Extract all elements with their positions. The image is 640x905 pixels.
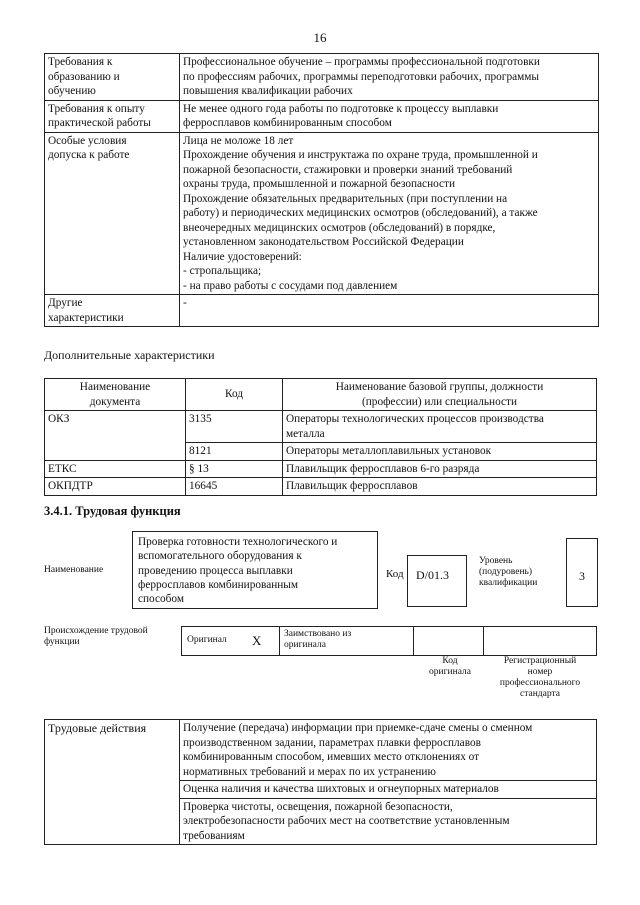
table-row [45,132,599,295]
table-row [45,295,599,327]
registration-number-caption: Регистрационный номер профессионального стандарта [499,656,581,699]
row-label: Другие характеристики [45,295,180,327]
cell-name: Плавильщик ферросплавов 6-го разряда [283,460,597,478]
original-label: Оригинал [187,635,227,645]
original-cell [182,627,280,655]
cell-document: ЕТКС [45,460,186,478]
row-value: Профессиональное обучение – программы профессиональной подготовки по профессиям рабочих, программы переподготовки рабочих, программы повышения квалификации рабочих [180,54,599,101]
action-item: Проверка чистоты, освещения, пожарной безопасности, электробезопасности рабочих мест на соответствие установленным требованиям [180,798,597,845]
cell-code: § 13 [186,460,283,478]
table-row [45,460,597,478]
labor-actions-label: Трудовые действия [45,720,180,845]
column-header-document: Наименование документа [45,379,186,411]
qualification-requirements-table [44,53,599,327]
additional-characteristics-title: Дополнительные характеристики [44,348,215,362]
column-header-code: Код [186,379,283,411]
action-item: Получение (передача) информации при приемке-сдаче смены о сменном производственном задании, параметрах плавки ферросплавов комбинированным способом, имевших место отклонениях от нормативных требований и мерах по их устранению [180,720,597,781]
action-item: Оценка наличия и качества шихтовых и огнеупорных материалов [180,781,597,799]
code-original-caption: Код оригинала [429,656,471,677]
function-origin-box [181,626,597,656]
cell-name: Операторы технологических процессов производства металла [283,411,597,443]
cell-code: 3135 [186,411,283,443]
code-label: Код [386,568,404,580]
registration-number-cell [484,627,596,655]
additional-characteristics-table [44,378,597,496]
table-row [45,478,597,496]
cell-document: ОКПДТР [45,478,186,496]
cell-code: 8121 [186,443,283,461]
qualification-level-box: 3 [566,538,598,607]
original-code-cell [414,627,484,655]
function-origin-label: Происхождение трудовой функции [44,626,148,647]
cell-name: Операторы металлоплавильных установок [283,443,597,461]
row-value: Лица не моложе 18 лет Прохождение обучения и инструктажа по охране труда, промышленной и пожарной безопасности, стажировки и проверки знаний требований охраны труда, промышленной и пожарной безопасности Прохождение обязательных предварительных (при поступлении на работу) и периодических медицинских осмотров (обследований), а также внеочередных медицинских осмотров (обследований) в порядке, установленном законодательством Российской Федерации Наличие удостоверений: - стропальщика; - на право работы с сосудами под давлением [180,132,599,295]
row-label: Требования к образованию и обучению [45,54,180,101]
page-number: 16 [313,30,327,45]
row-label: Особые условия допуска к работе [45,132,180,295]
row-value: - [180,295,599,327]
row-value: Не менее одного года работы по подготовке к процессу выплавки ферросплавов комбинированным способом [180,100,599,132]
column-header-name: Наименование базовой группы, должности (профессии) или специальности [283,379,597,411]
borrowed-cell: Заимствовано из оригинала [280,627,414,655]
original-mark: X [252,633,262,648]
function-name-box: Проверка готовности технологического и вспомогательного оборудования к проведению процесса выплавки ферросплавов комбинированным способом [132,531,378,609]
function-name-label: Наименование [44,565,104,575]
cell-name: Плавильщик ферросплавов [283,478,597,496]
table-row [45,54,599,101]
table-row [45,411,597,443]
table-header-row [45,379,597,411]
row-label: Требования к опыту практической работы [45,100,180,132]
qualification-level-label: Уровень (подуровень) квалификации [479,556,538,588]
table-row [45,720,597,781]
labor-actions-table [44,719,597,845]
function-code-box: D/01.3 [407,555,467,607]
cell-code: 16645 [186,478,283,496]
table-row [45,100,599,132]
labor-function-title: 3.4.1. Трудовая функция [44,504,181,518]
cell-document: ОКЗ [45,411,186,461]
